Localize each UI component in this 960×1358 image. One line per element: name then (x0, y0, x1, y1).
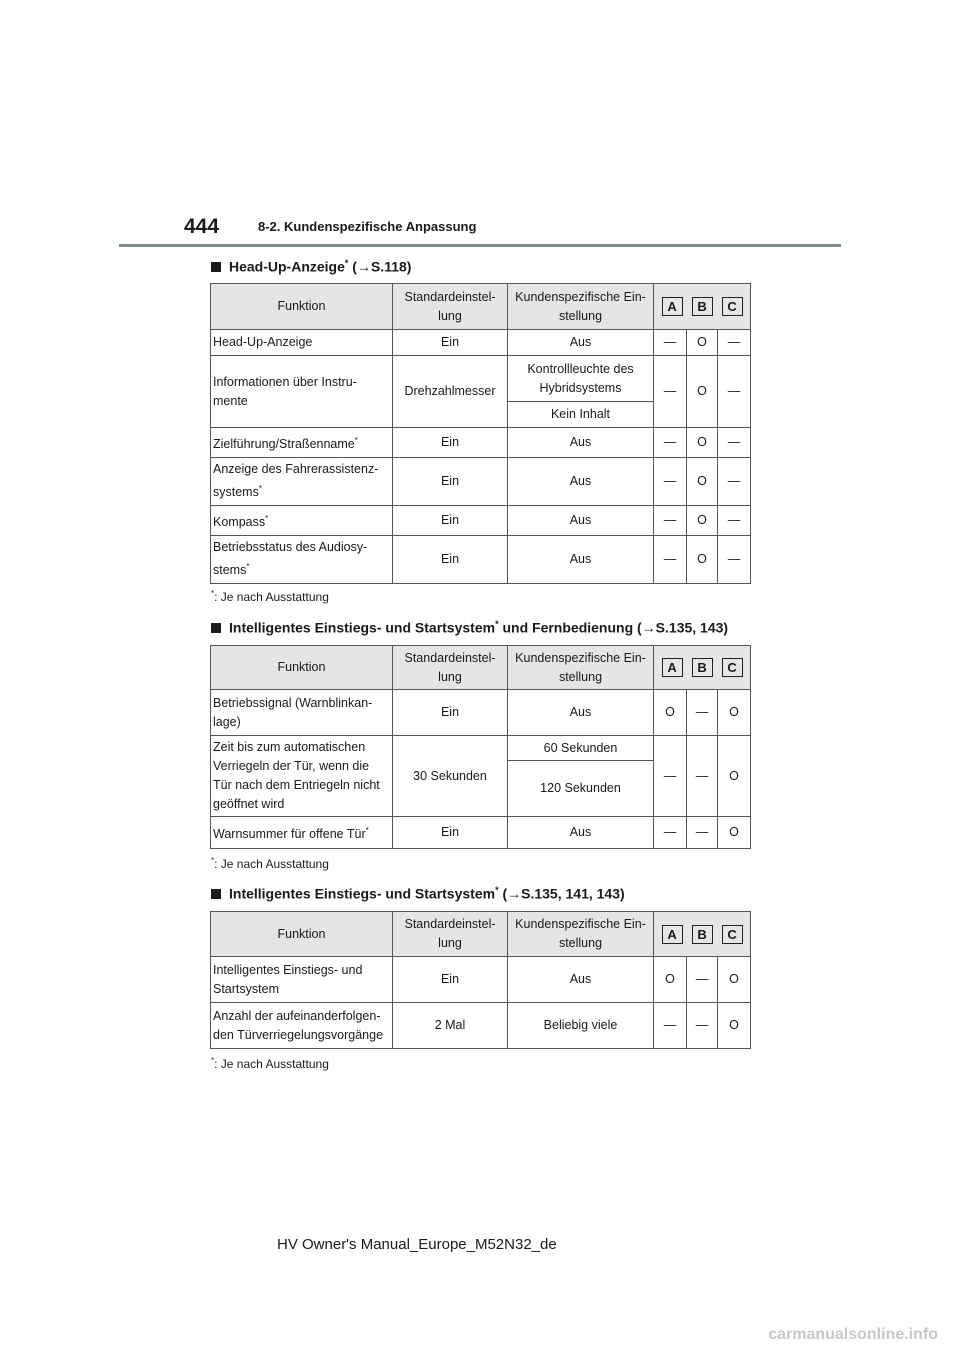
table-head-up-display (210, 283, 751, 584)
b-box-icon: B (692, 297, 713, 316)
table-row: Anzahl der aufeinanderfolgen- den Türverriegelungsvorgänge 2 Mal Beliebig viele — — O (211, 1003, 751, 1049)
col-header-custom: Kundenspezifische Ein- stellung (508, 284, 654, 330)
footnote: *: Je nach Ausstattung (211, 856, 329, 871)
a-box-icon: A (662, 297, 683, 316)
a-box-icon: A (662, 658, 683, 677)
footnote: *: Je nach Ausstattung (211, 1056, 329, 1071)
section-heading-head-up: Head-Up-Anzeige* (→S.118) (211, 258, 411, 275)
footer-manual-id: HV Owner's Manual_Europe_M52N32_de (277, 1236, 557, 1253)
col-header-abc (654, 912, 751, 957)
table-row: Betriebsstatus des Audiosy- stems* Ein Aus — O — (211, 536, 751, 584)
table-row: Intelligentes Einstiegs- und Startsystem Ein Aus O — O (211, 957, 751, 1003)
square-bullet-icon (211, 623, 221, 633)
col-header-funktion: Funktion (211, 646, 393, 690)
table-row: Anzeige des Fahrerassistenz- systems* Ein Aus — O — (211, 458, 751, 506)
square-bullet-icon (211, 889, 221, 899)
table-header-row (211, 284, 751, 330)
col-header-custom: Kundenspezifische Ein- stellung (508, 646, 654, 690)
square-bullet-icon (211, 262, 221, 272)
table-row: Kompass* Ein Aus — O — (211, 506, 751, 536)
table-smart-entry-remote (210, 645, 751, 849)
col-header-standard: Standardeinstel- lung (393, 646, 508, 690)
col-header-abc (654, 284, 751, 330)
table-row: Betriebssignal (Warnblinkan- lage) Ein Aus O — O (211, 690, 751, 736)
table-row: Kein Inhalt (211, 402, 751, 428)
table-row: Zielführung/Straßenname* Ein Aus — O — (211, 428, 751, 458)
watermark: carmanualsonline.info (768, 1326, 938, 1343)
a-box-icon: A (662, 925, 683, 944)
footnote: *: Je nach Ausstattung (211, 589, 329, 604)
table-row: Head-Up-Anzeige Ein Aus — O — (211, 330, 751, 356)
table-row: 120 Sekunden (211, 761, 751, 817)
table-row: Zeit bis zum automatischen Verriegeln der Tür, wenn die Tür nach dem Entriegeln nicht geöffnet wird 30 Sekunden 60 Sekunden — — O (211, 736, 751, 761)
col-header-custom: Kundenspezifische Ein- stellung (508, 912, 654, 957)
col-header-abc (654, 646, 751, 690)
table-row: Informationen über Instru- mente Drehzahlmesser Kontrollleuchte des Hybridsystems — O — (211, 356, 751, 402)
table-header-row (211, 646, 751, 690)
col-header-funktion: Funktion (211, 912, 393, 957)
c-box-icon: C (722, 658, 743, 677)
section-title: 8-2. Kundenspezifische Anpassung (258, 219, 477, 234)
c-box-icon: C (722, 925, 743, 944)
col-header-standard: Standardeinstel- lung (393, 284, 508, 330)
section-heading-smart-entry-remote: Intelligentes Einstiegs- und Startsystem* und Fernbedienung (→S.135, 143) (211, 619, 728, 636)
header-divider (119, 244, 841, 247)
b-box-icon: B (692, 925, 713, 944)
section-heading-smart-entry: Intelligentes Einstiegs- und Startsystem* (→S.135, 141, 143) (211, 885, 625, 902)
col-header-funktion: Funktion (211, 284, 393, 330)
table-row: Warnsummer für offene Tür* Ein Aus — — O (211, 817, 751, 849)
table-smart-entry (210, 911, 751, 1049)
table-header-row (211, 912, 751, 957)
col-header-standard: Standardeinstel- lung (393, 912, 508, 957)
page-number: 444 (184, 215, 220, 238)
b-box-icon: B (692, 658, 713, 677)
c-box-icon: C (722, 297, 743, 316)
